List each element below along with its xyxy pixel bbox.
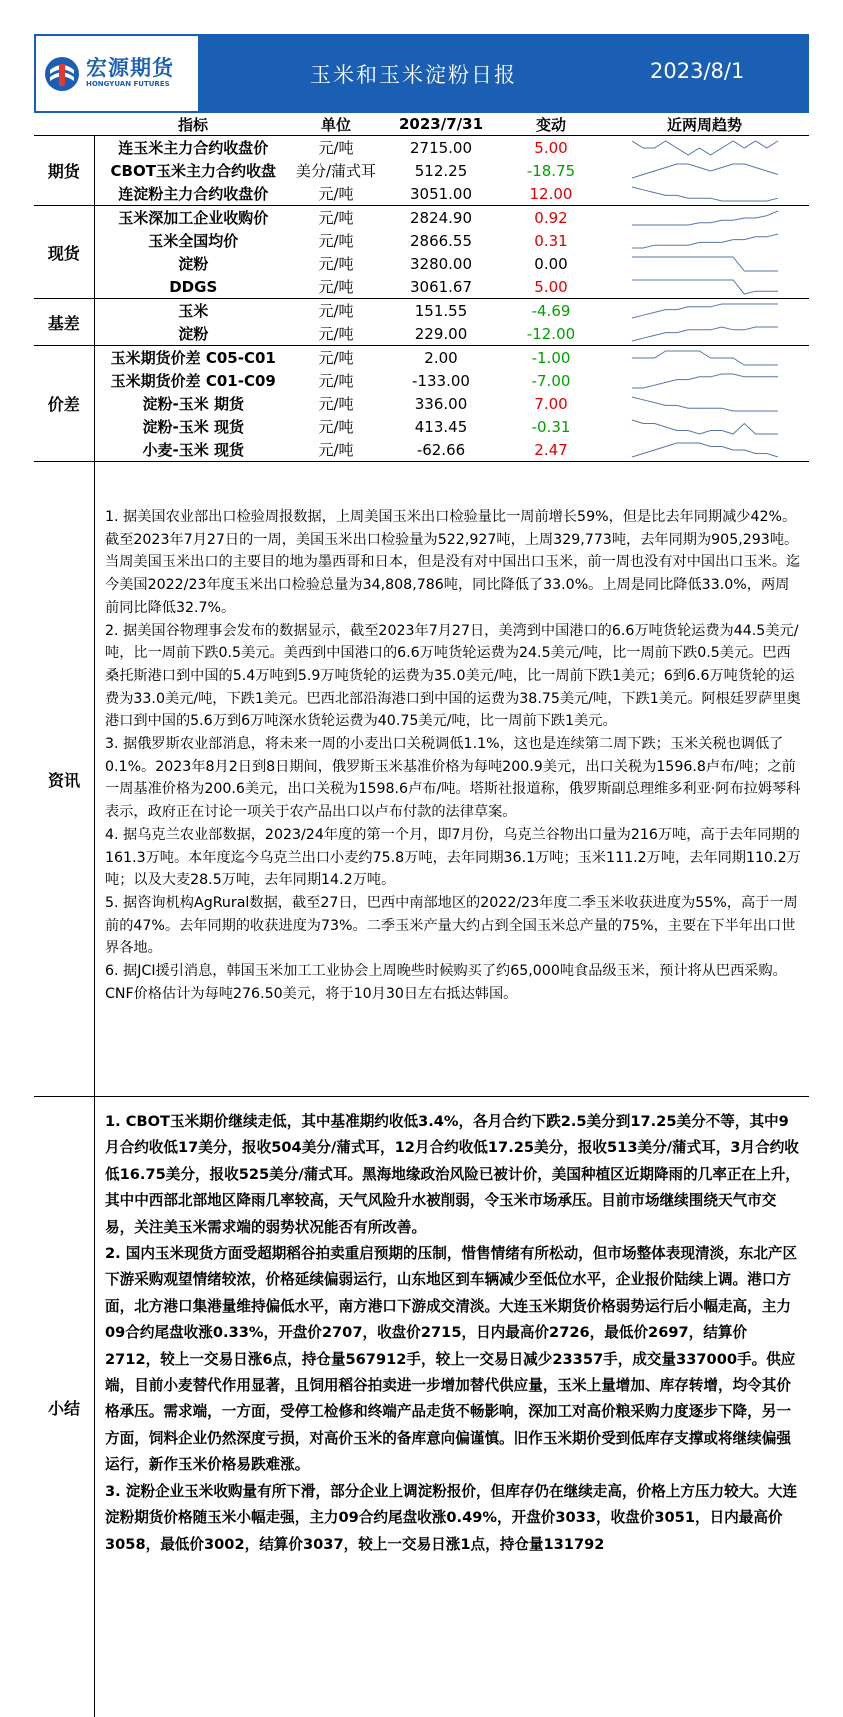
section-label: 现货 [34,206,94,299]
sparkline-chart [630,418,780,436]
sparkline-chart [630,255,780,273]
change-cell: 0.92 [534,208,568,227]
change-cell: 2.47 [502,438,600,462]
sparkline [632,164,778,178]
unit-cell: 元/吨 [292,322,380,346]
change-cell: 0.00 [534,254,568,273]
change-cell: -4.69 [531,301,571,320]
indicator-name: 玉米期货价差 C05-C01 [110,349,276,367]
news-section [34,462,809,1097]
unit-cell: 元/吨 [292,182,380,206]
value-cell: 3061.67 [380,275,502,299]
change-cell: 7.00 [534,394,568,413]
sparkline-chart [630,209,780,227]
sparkline [632,141,778,155]
unit-cell: 元/吨 [318,302,354,320]
section-label: 基差 [34,299,94,346]
trend-cell [600,438,809,462]
indicator-name: DDGS [94,275,292,299]
value-cell: 2715.00 [409,138,473,157]
sparkline-chart [630,395,780,413]
trend-cell [600,322,809,346]
section-label: 价差 [34,346,94,462]
summary-body [95,1097,809,1717]
news-paragraph: 4. 据乌克兰农业部数据，2023/24年度的第一个月，即7月份，乌克兰谷物出口量为216万吨，高于去年同期的161.3万吨。本年度迄今乌克兰出口小麦约75.8万吨，去年同期36.1万吨；玉米111.2万吨，去年同期110.2万吨；以及大麦28.5万吨，去年同期14.2万吨。 [105,826,801,889]
news-label: 资讯 [34,462,95,1096]
indicator-name: 小麦-玉米 现货 [94,438,292,462]
col-header-unit: 单位 [292,113,380,136]
sparkline-chart [630,162,780,180]
metrics-table [34,113,809,462]
unit-cell: 元/吨 [318,232,354,250]
indicator-name: 玉米全国均价 [148,232,239,250]
logo-chinese-text: 宏源期货 [86,56,174,80]
value-cell: 2866.55 [409,231,473,250]
unit-cell: 元/吨 [318,418,354,436]
table-row [34,252,809,275]
summary-paragraph: 3. 淀粉企业玉米收购量有所下滑，部分企业上调淀粉报价，但库存仍在继续走高，价格上方压力较大。大连淀粉期货价格随玉米小幅走强，主力09合约尾盘收涨0.49%，开盘价3033，收盘价3051，日内最高价3058，最低价3002，结算价3037，较上一交易日涨1点，持仓量131792 [105,1482,798,1553]
unit-cell: 美分/蒲式耳 [295,162,377,180]
unit-cell: 元/吨 [292,275,380,299]
summary-section [34,1097,809,1717]
col-header-date: 2023/7/31 [380,113,502,136]
sparkline [632,374,778,388]
indicator-name: 淀粉 [178,255,209,273]
trend-cell [600,252,809,275]
summary-label: 小结 [34,1097,95,1717]
report-date: 2023/8/1 [650,59,745,83]
indicator-name: 连淀粉主力合约收盘价 [94,182,292,206]
value-cell: 413.45 [414,417,468,436]
table-row [34,159,809,182]
change-cell: -1.00 [531,348,571,367]
table-row [34,346,809,370]
value-cell: 229.00 [380,322,502,346]
col-header-change: 变动 [502,113,600,136]
sparkline [632,327,778,341]
change-cell: -18.75 [526,161,576,180]
indicator-name: 连玉米主力合约收盘价 [118,139,269,157]
sparkline [632,397,778,411]
news-paragraph: 2. 据美国谷物理事会发布的数据显示，截至2023年7月27日，美湾到中国港口的6.6万吨货轮运费为44.5美元/吨，比一周前下跌0.5美元。美西到中国港口的6.6万吨货轮运费为24.5美元/吨，比一周前下跌0.5美元。巴西桑托斯港口到中国的5.4万吨到5.9万吨货轮的运费为35.0美元/吨，比一周前下跌1美元；6到6.6万吨货轮的运费为33.0美元/吨，下跌1美元。巴西北部沿海港口到中国的运费为38.75美元/吨，下跌1美元。阿根廷罗萨里奥港口到中国的5.6万到6万吨深水货轮运费为40.75美元/吨，比一周前下跌1美元。 [105,622,801,730]
news-paragraph: 1. 据美国农业部出口检验周报数据，上周美国玉米出口检验量比一周前增长59%，但是比去年同期减少42%。截至2023年7月27日的一周，美国玉米出口检验量为522,927吨，上周329,773吨，去年同期为905,293吨。当周美国玉米出口的主要目的地为墨西哥和日本，但是没有对中国出口玉米，前一周也没有对中国出口玉米。迄今美国2022/23年度玉米出口检验总量为34,808,786吨，同比降低了33.0%。上周是同比降低33.0%，两周前同比降低32.7%。 [105,509,801,616]
sparkline [632,351,778,365]
trend-cell [600,275,809,299]
sparkline [632,304,778,318]
report-title: 玉米和玉米淀粉日报 [310,63,517,87]
logo-english-text: HONGYUAN FUTURES [86,80,170,88]
table-row [34,438,809,462]
sparkline-chart [630,372,780,390]
table-row [34,229,809,252]
table-header-row [34,113,809,136]
trend-cell [600,415,809,438]
trend-cell [600,182,809,206]
change-cell: 5.00 [502,275,600,299]
trend-cell [600,159,809,182]
sparkline-chart [630,278,780,296]
report-page [34,34,809,1717]
value-cell: 2824.90 [409,208,473,227]
news-paragraph: 3. 据俄罗斯农业部消息，将未来一周的小麦出口关税调低1.1%，这也是连续第二周下跌；玉米关税也调低了0.1%。2023年8月2日到8日期间，俄罗斯玉米基准价格为每吨200.9美元，出口关税为1596.8卢布/吨；之前一周基准价格为200.6美元，出口关税为1598.6卢布/吨。塔斯社报道称，俄罗斯副总理维多利亚·阿布拉姆琴科表示，政府正在讨论一项关于农产品出口以卢布付款的法律草案。 [105,736,801,821]
table-row [34,299,809,323]
unit-cell: 元/吨 [318,372,354,390]
report-header [34,34,809,113]
col-header-trend: 近两周趋势 [600,113,809,136]
sparkline [632,420,778,434]
unit-cell: 元/吨 [318,395,354,413]
table-row [34,415,809,438]
change-cell: -7.00 [531,371,571,390]
hongyuan-logo-icon [44,56,80,92]
change-cell: 12.00 [502,182,600,206]
unit-cell: 元/吨 [292,438,380,462]
sparkline-chart [630,349,780,367]
value-cell: 151.55 [414,301,468,320]
value-cell: 336.00 [414,394,468,413]
indicator-name: 淀粉-玉米 期货 [142,395,244,413]
value-cell: -133.00 [412,371,470,390]
news-paragraph: 5. 据咨询机构AgRural数据，截至27日，巴西中南部地区的2022/23年度二季玉米收获进度为55%，高于一周前的47%。去年同期的收获进度为73%。二季玉米产量大约占到全国玉米总产量的75%，主要在下半年出口世界各地。 [105,894,798,957]
unit-cell: 元/吨 [318,349,354,367]
table-row [34,206,809,230]
table-row [34,136,809,160]
indicator-name: 淀粉-玉米 现货 [142,418,244,436]
summary-paragraph: 2. 国内玉米现货方面受超期稻谷拍卖重启预期的压制，惜售情绪有所松动，但市场整体表现清淡，东北产区下游采购观望情绪较浓，价格延续偏弱运行，山东地区到车辆减少至低位水平，企业报价陆续上调。港口方面，北方港口集港量维持偏低水平，南方港口下游成交清淡。大连玉米期货价格弱势运行后小幅走高，主力09合约尾盘收涨0.33%，开盘价2707，收盘价2715，日内最高价2726，最低价2697，结算价2712，较上一交易日涨6点，持仓量567912手，较上一交易日减少23357手，成交量337000手。供应端，目前小麦替代作用显著，且饲用稻谷拍卖进一步增加替代供应量，玉米上量增加、库存转增，均令其价格承压。需求端，一方面，受停工检修和终端产品走货不畅影响，深加工对高价粮采购力度逐步下降，另一方面，饲料企业仍然深度亏损，对高价玉米的备库意向偏谨慎。旧作玉米期价受到低库存支撑或将继续偏强运行，新作玉米价格易跌难涨。 [105,1245,798,1474]
value-cell: 512.25 [414,161,468,180]
section-label: 期货 [34,136,94,206]
sparkline [632,211,778,225]
unit-cell: 元/吨 [318,209,354,227]
col-header-indicator: 指标 [94,113,292,136]
sparkline [632,443,778,457]
indicator-name: CBOT玉米主力合约收盘 [110,162,276,180]
sparkline [632,257,778,271]
value-cell: 2.00 [424,348,458,367]
trend-cell [600,369,809,392]
sparkline-chart [630,325,780,343]
sparkline-chart [630,441,780,459]
indicator-name: 玉米 [178,302,209,320]
sparkline [632,234,778,248]
change-cell: 0.31 [534,231,568,250]
trend-cell [600,346,809,370]
sparkline-chart [630,232,780,250]
news-paragraph: 6. 据JCI援引消息，韩国玉米加工工业协会上周晚些时候购买了约65,000吨食品级玉米，预计将从巴西采购。CNF价格估计为每吨276.50美元，将于10月30日左右抵达韩国。 [105,963,787,1002]
value-cell: 3051.00 [380,182,502,206]
change-cell: 5.00 [534,138,568,157]
trend-cell [600,206,809,230]
trend-cell [600,392,809,415]
table-row [34,182,809,206]
trend-cell [600,299,809,323]
table-row [34,369,809,392]
sparkline-chart [630,302,780,320]
trend-cell [600,229,809,252]
sparkline [632,187,778,201]
sparkline [632,280,778,294]
change-cell: -12.00 [502,322,600,346]
news-body [95,462,809,1096]
unit-cell: 元/吨 [318,139,354,157]
indicator-name: 玉米深加工企业收购价 [118,209,269,227]
trend-cell [600,136,809,160]
company-logo [34,34,200,113]
change-cell: -0.31 [531,417,571,436]
table-row [34,275,809,299]
table-row [34,392,809,415]
indicator-name: 淀粉 [94,322,292,346]
summary-paragraph: 1. CBOT玉米期价继续走低，其中基准期约收低3.4%，各月合约下跌2.5美分到17.25美分不等，其中9月合约收低17美分，报收504美分/蒲式耳，12月合约收低17.25美分，报收513美分/蒲式耳，3月合约收低16.75美分，报收525美分/蒲式耳。黑海地缘政治风险已被计价，美国种植区近期降雨的几率正在上升，其中中西部北部地区降雨几率较高，天气风险升水被削弱，令玉米市场承压。目前市场继续围绕天气市交易，关注美玉米需求端的弱势状况能否有所改善。 [105,1113,800,1236]
unit-cell: 元/吨 [318,255,354,273]
sparkline-chart [630,185,780,203]
value-cell: 3280.00 [409,254,473,273]
sparkline-chart [630,139,780,157]
value-cell: -62.66 [380,438,502,462]
table-row [34,322,809,346]
indicator-name: 玉米期货价差 C01-C09 [110,372,276,390]
